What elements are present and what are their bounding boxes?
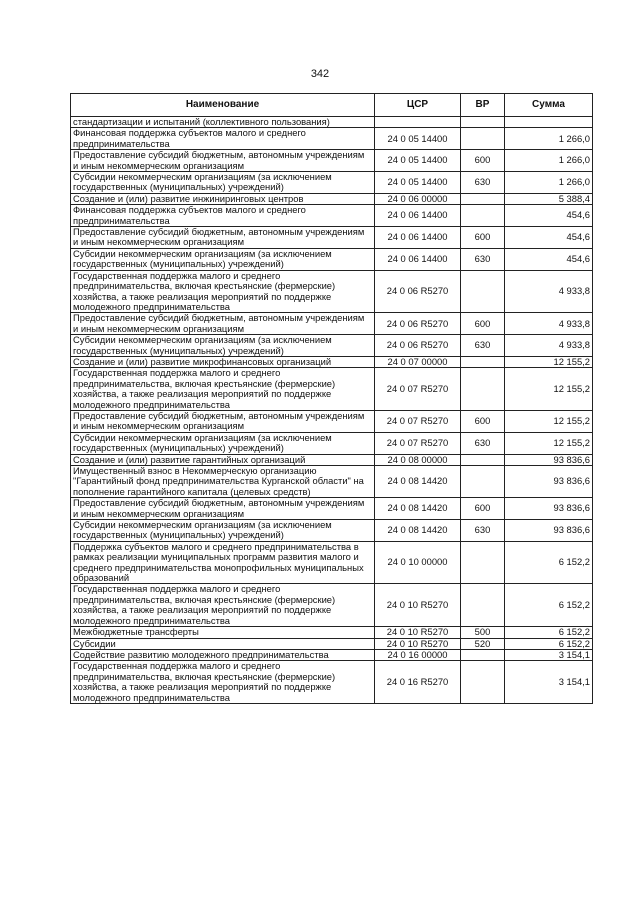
cell-vr: 600 bbox=[461, 227, 505, 249]
table-row bbox=[71, 466, 593, 498]
cell-name: Государственная поддержка малого и среднего предпринимательства, включая крестьянские (фермерские) хозяйства, а также реализация мероприятий по поддержке молодежного предпринимательства bbox=[71, 368, 375, 411]
header-name: Наименование bbox=[71, 94, 375, 117]
cell-csr: 24 0 10 R5270 bbox=[375, 627, 461, 638]
cell-name: Субсидии некоммерческим организациям (за исключением государственных (муниципальных) учреждений) bbox=[71, 248, 375, 270]
cell-csr: 24 0 06 14400 bbox=[375, 205, 461, 227]
cell-vr: 630 bbox=[461, 248, 505, 270]
cell-vr bbox=[461, 649, 505, 660]
cell-name: Предоставление субсидий бюджетным, автономным учреждениям и иным некоммерческим организациям bbox=[71, 313, 375, 335]
budget-table bbox=[70, 93, 593, 704]
table-row bbox=[71, 454, 593, 465]
cell-vr bbox=[461, 128, 505, 150]
cell-csr: 24 0 10 00000 bbox=[375, 541, 461, 584]
header-sum: Сумма bbox=[505, 94, 593, 117]
cell-name: Имущественный взнос в Некоммерческую организацию "Гарантийный фонд предпринимательства Курганской области" на пополнение гарантийного капитала (целевых средств) bbox=[71, 466, 375, 498]
cell-name: Финансовая поддержка субъектов малого и среднего предпринимательства bbox=[71, 205, 375, 227]
cell-vr bbox=[461, 584, 505, 627]
cell-vr: 520 bbox=[461, 638, 505, 649]
cell-vr bbox=[461, 661, 505, 704]
cell-sum: 5 388,4 bbox=[505, 193, 593, 204]
cell-vr: 630 bbox=[461, 520, 505, 542]
header-csr: ЦСР bbox=[375, 94, 461, 117]
cell-sum: 6 152,2 bbox=[505, 638, 593, 649]
page-number: 342 bbox=[310, 68, 330, 80]
table-row bbox=[71, 313, 593, 335]
table-row bbox=[71, 172, 593, 194]
cell-name: Создание и (или) развитие гарантийных организаций bbox=[71, 454, 375, 465]
cell-sum: 1 266,0 bbox=[505, 150, 593, 172]
table-row bbox=[71, 205, 593, 227]
table-row bbox=[71, 227, 593, 249]
cell-name: стандартизации и испытаний (коллективного пользования) bbox=[71, 117, 375, 128]
cell-sum: 93 836,6 bbox=[505, 454, 593, 465]
cell-name: Субсидии bbox=[71, 638, 375, 649]
cell-csr: 24 0 07 00000 bbox=[375, 356, 461, 367]
cell-sum: 3 154,1 bbox=[505, 649, 593, 660]
cell-sum: 4 933,8 bbox=[505, 270, 593, 313]
cell-vr bbox=[461, 193, 505, 204]
table-row bbox=[71, 248, 593, 270]
table-row bbox=[71, 432, 593, 454]
cell-vr: 500 bbox=[461, 627, 505, 638]
cell-vr bbox=[461, 541, 505, 584]
cell-vr bbox=[461, 466, 505, 498]
cell-csr: 24 0 05 14400 bbox=[375, 172, 461, 194]
table-row bbox=[71, 661, 593, 704]
header-vr: ВР bbox=[461, 94, 505, 117]
cell-sum: 12 155,2 bbox=[505, 410, 593, 432]
cell-csr: 24 0 10 R5270 bbox=[375, 584, 461, 627]
cell-name: Межбюджетные трансферты bbox=[71, 627, 375, 638]
table-row bbox=[71, 541, 593, 584]
cell-csr: 24 0 07 R5270 bbox=[375, 368, 461, 411]
cell-vr: 630 bbox=[461, 172, 505, 194]
cell-sum: 1 266,0 bbox=[505, 172, 593, 194]
cell-csr: 24 0 08 14420 bbox=[375, 466, 461, 498]
cell-name: Создание и (или) развитие инжиниринговых центров bbox=[71, 193, 375, 204]
cell-name: Субсидии некоммерческим организациям (за исключением государственных (муниципальных) учреждений) bbox=[71, 335, 375, 357]
table-row bbox=[71, 150, 593, 172]
cell-name: Субсидии некоммерческим организациям (за исключением государственных (муниципальных) учреждений) bbox=[71, 520, 375, 542]
table-row bbox=[71, 335, 593, 357]
cell-sum: 6 152,2 bbox=[505, 627, 593, 638]
cell-vr bbox=[461, 356, 505, 367]
cell-vr bbox=[461, 368, 505, 411]
cell-csr: 24 0 06 R5270 bbox=[375, 335, 461, 357]
cell-sum: 93 836,6 bbox=[505, 466, 593, 498]
cell-name: Государственная поддержка малого и среднего предпринимательства, включая крестьянские (фермерские) хозяйства, а также реализация мероприятий по поддержке молодежного предпринимательства bbox=[71, 270, 375, 313]
cell-csr: 24 0 08 00000 bbox=[375, 454, 461, 465]
cell-csr: 24 0 05 14400 bbox=[375, 150, 461, 172]
cell-sum: 93 836,6 bbox=[505, 520, 593, 542]
cell-name: Субсидии некоммерческим организациям (за исключением государственных (муниципальных) учреждений) bbox=[71, 432, 375, 454]
cell-csr: 24 0 07 R5270 bbox=[375, 410, 461, 432]
cell-vr: 600 bbox=[461, 313, 505, 335]
cell-sum: 3 154,1 bbox=[505, 661, 593, 704]
cell-name: Государственная поддержка малого и среднего предпринимательства, включая крестьянские (фермерские) хозяйства, а также реализация мероприятий по поддержке молодежного предпринимательства bbox=[71, 584, 375, 627]
table-row bbox=[71, 117, 593, 128]
cell-sum: 6 152,2 bbox=[505, 541, 593, 584]
cell-vr bbox=[461, 270, 505, 313]
cell-vr: 630 bbox=[461, 432, 505, 454]
cell-name: Субсидии некоммерческим организациям (за исключением государственных (муниципальных) учреждений) bbox=[71, 172, 375, 194]
cell-sum: 1 266,0 bbox=[505, 128, 593, 150]
table-row bbox=[71, 410, 593, 432]
cell-csr: 24 0 06 R5270 bbox=[375, 270, 461, 313]
cell-name: Поддержка субъектов малого и среднего предпринимательства в рамках реализации муниципальных программ развития малого и среднего предпринимательства монопрофильных муниципальных образований bbox=[71, 541, 375, 584]
cell-name: Содействие развитию молодежного предпринимательства bbox=[71, 649, 375, 660]
cell-csr: 24 0 06 R5270 bbox=[375, 313, 461, 335]
cell-sum: 93 836,6 bbox=[505, 498, 593, 520]
cell-name: Государственная поддержка малого и среднего предпринимательства, включая крестьянские (фермерские) хозяйства, а также реализация мероприятий по поддержке молодежного предпринимательства bbox=[71, 661, 375, 704]
cell-vr: 600 bbox=[461, 410, 505, 432]
cell-csr: 24 0 05 14400 bbox=[375, 128, 461, 150]
table-row bbox=[71, 498, 593, 520]
table-row bbox=[71, 356, 593, 367]
cell-vr: 630 bbox=[461, 335, 505, 357]
cell-name: Предоставление субсидий бюджетным, автономным учреждениям и иным некоммерческим организациям bbox=[71, 498, 375, 520]
cell-vr bbox=[461, 117, 505, 128]
cell-sum bbox=[505, 117, 593, 128]
table-row bbox=[71, 128, 593, 150]
cell-name: Предоставление субсидий бюджетным, автономным учреждениям и иным некоммерческим организациям bbox=[71, 227, 375, 249]
cell-name: Финансовая поддержка субъектов малого и среднего предпринимательства bbox=[71, 128, 375, 150]
cell-vr bbox=[461, 454, 505, 465]
cell-csr: 24 0 16 R5270 bbox=[375, 661, 461, 704]
table-header-row bbox=[71, 94, 593, 117]
cell-csr: 24 0 08 14420 bbox=[375, 498, 461, 520]
cell-sum: 454,6 bbox=[505, 227, 593, 249]
table-row bbox=[71, 638, 593, 649]
cell-csr: 24 0 06 14400 bbox=[375, 248, 461, 270]
cell-csr: 24 0 07 R5270 bbox=[375, 432, 461, 454]
cell-vr bbox=[461, 205, 505, 227]
cell-csr: 24 0 16 00000 bbox=[375, 649, 461, 660]
cell-sum: 12 155,2 bbox=[505, 356, 593, 367]
cell-csr: 24 0 10 R5270 bbox=[375, 638, 461, 649]
table-body bbox=[71, 117, 593, 704]
table-row bbox=[71, 627, 593, 638]
table-row bbox=[71, 649, 593, 660]
table-row bbox=[71, 368, 593, 411]
table-row bbox=[71, 584, 593, 627]
cell-sum: 12 155,2 bbox=[505, 368, 593, 411]
cell-csr: 24 0 06 00000 bbox=[375, 193, 461, 204]
cell-name: Предоставление субсидий бюджетным, автономным учреждениям и иным некоммерческим организациям bbox=[71, 410, 375, 432]
cell-csr bbox=[375, 117, 461, 128]
cell-vr: 600 bbox=[461, 498, 505, 520]
cell-csr: 24 0 08 14420 bbox=[375, 520, 461, 542]
table-row bbox=[71, 520, 593, 542]
table-row bbox=[71, 270, 593, 313]
cell-sum: 12 155,2 bbox=[505, 432, 593, 454]
cell-sum: 454,6 bbox=[505, 205, 593, 227]
cell-sum: 4 933,8 bbox=[505, 313, 593, 335]
cell-sum: 4 933,8 bbox=[505, 335, 593, 357]
cell-sum: 6 152,2 bbox=[505, 584, 593, 627]
cell-sum: 454,6 bbox=[505, 248, 593, 270]
cell-csr: 24 0 06 14400 bbox=[375, 227, 461, 249]
cell-name: Предоставление субсидий бюджетным, автономным учреждениям и иным некоммерческим организациям bbox=[71, 150, 375, 172]
table-row bbox=[71, 193, 593, 204]
cell-name: Создание и (или) развитие микрофинансовых организаций bbox=[71, 356, 375, 367]
cell-vr: 600 bbox=[461, 150, 505, 172]
